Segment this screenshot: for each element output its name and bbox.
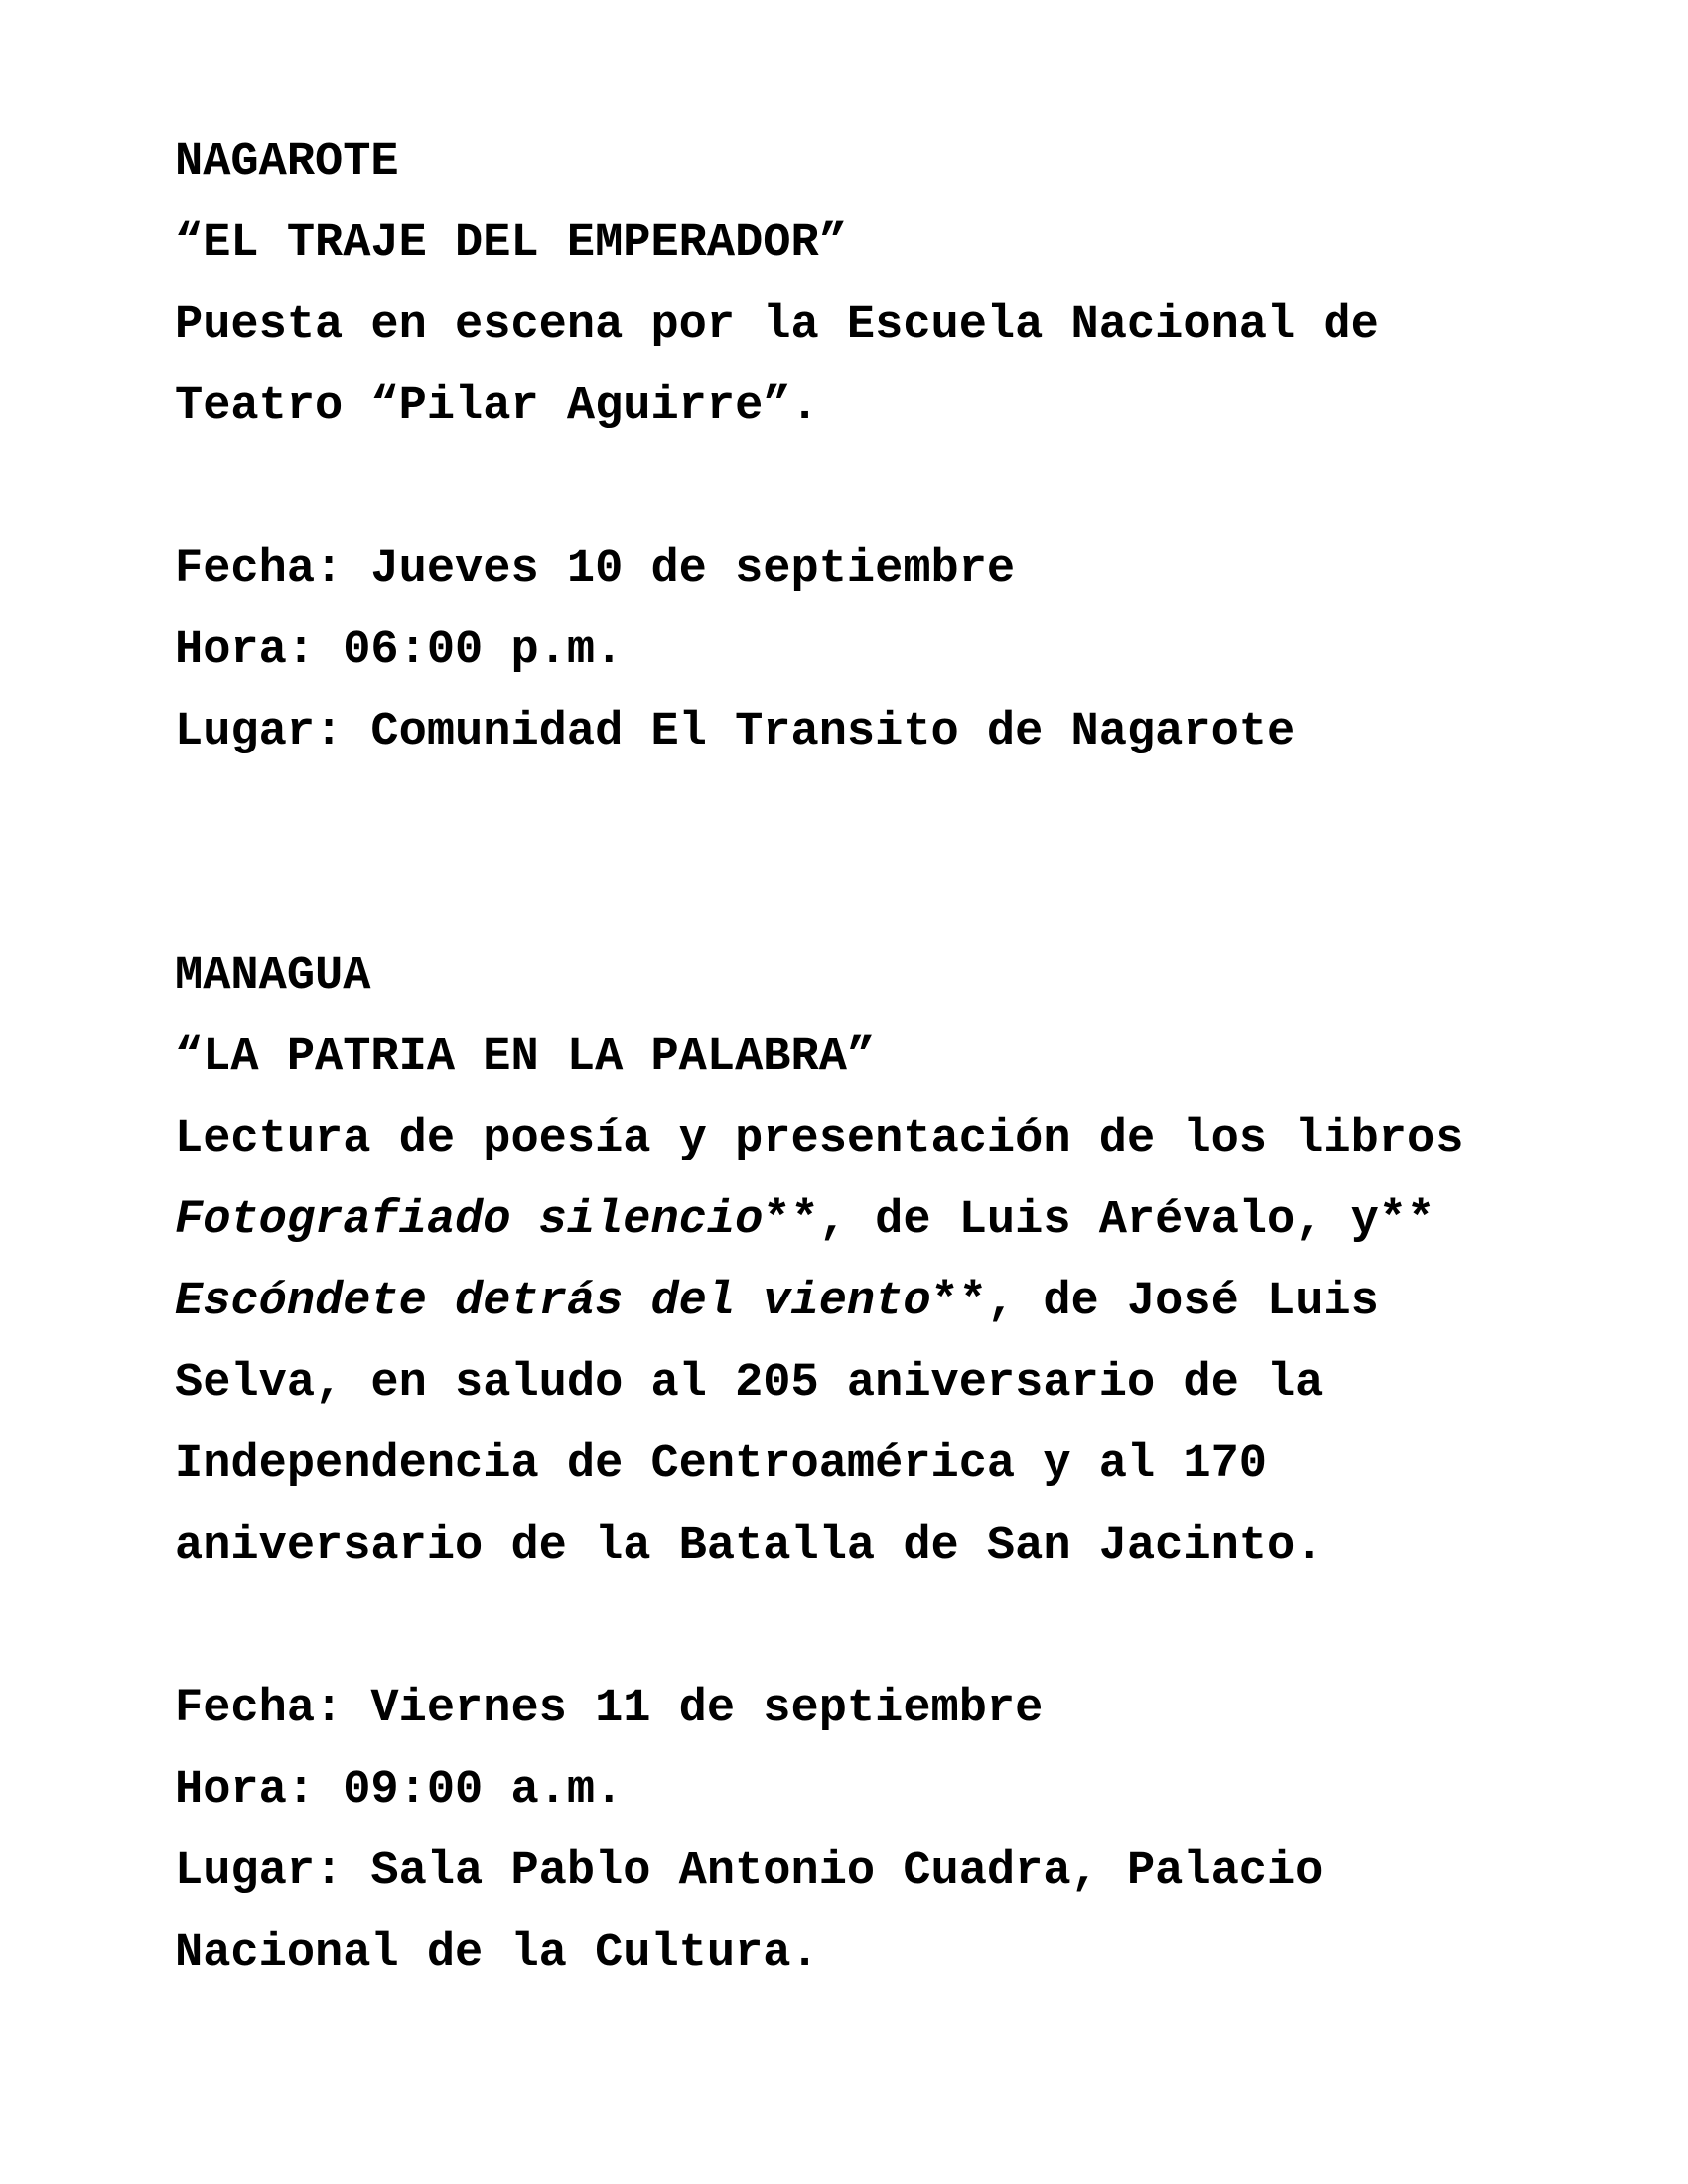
- section-description-line: aniversario de la Batalla de San Jacinto.: [175, 1520, 1324, 1572]
- book-author-text: **, de Luis Arévalo, y**: [763, 1194, 1436, 1247]
- section-description-line: Independencia de Centroamérica y al 170: [175, 1438, 1267, 1491]
- section-description-line: Lectura de poesía y presentación de los libros: [175, 1113, 1464, 1165]
- event-place: Lugar: Comunidad El Transito de Nagarote: [175, 706, 1296, 758]
- event-place: Nacional de la Cultura.: [175, 1927, 819, 1979]
- section-title: “EL TRAJE DEL EMPERADOR”: [175, 217, 847, 270]
- book-line-2: [175, 1273, 1379, 1332]
- event-date: Fecha: Jueves 10 de septiembre: [175, 543, 1016, 596]
- event-place: Lugar: Sala Pablo Antonio Cuadra, Palacio: [175, 1845, 1324, 1898]
- section-title: “LA PATRIA EN LA PALABRA”: [175, 1031, 876, 1084]
- book-title: Fotografiado silencio: [175, 1194, 764, 1247]
- section-description-line: Selva, en saludo al 205 aniversario de la: [175, 1357, 1324, 1410]
- event-time: Hora: 06:00 p.m.: [175, 624, 624, 677]
- section-description-line: Teatro “Pilar Aguirre”.: [175, 380, 819, 433]
- book-title: Escóndete detrás del viento: [175, 1276, 931, 1328]
- book-author-text: **, de José Luis: [930, 1276, 1379, 1328]
- section-city: NAGAROTE: [175, 136, 399, 189]
- section-description-line: Puesta en escena por la Escuela Nacional de: [175, 299, 1379, 351]
- section-city: MANAGUA: [175, 950, 371, 1003]
- event-date: Fecha: Viernes 11 de septiembre: [175, 1683, 1044, 1735]
- event-time: Hora: 09:00 a.m.: [175, 1764, 624, 1817]
- book-line-1: [175, 1191, 1435, 1251]
